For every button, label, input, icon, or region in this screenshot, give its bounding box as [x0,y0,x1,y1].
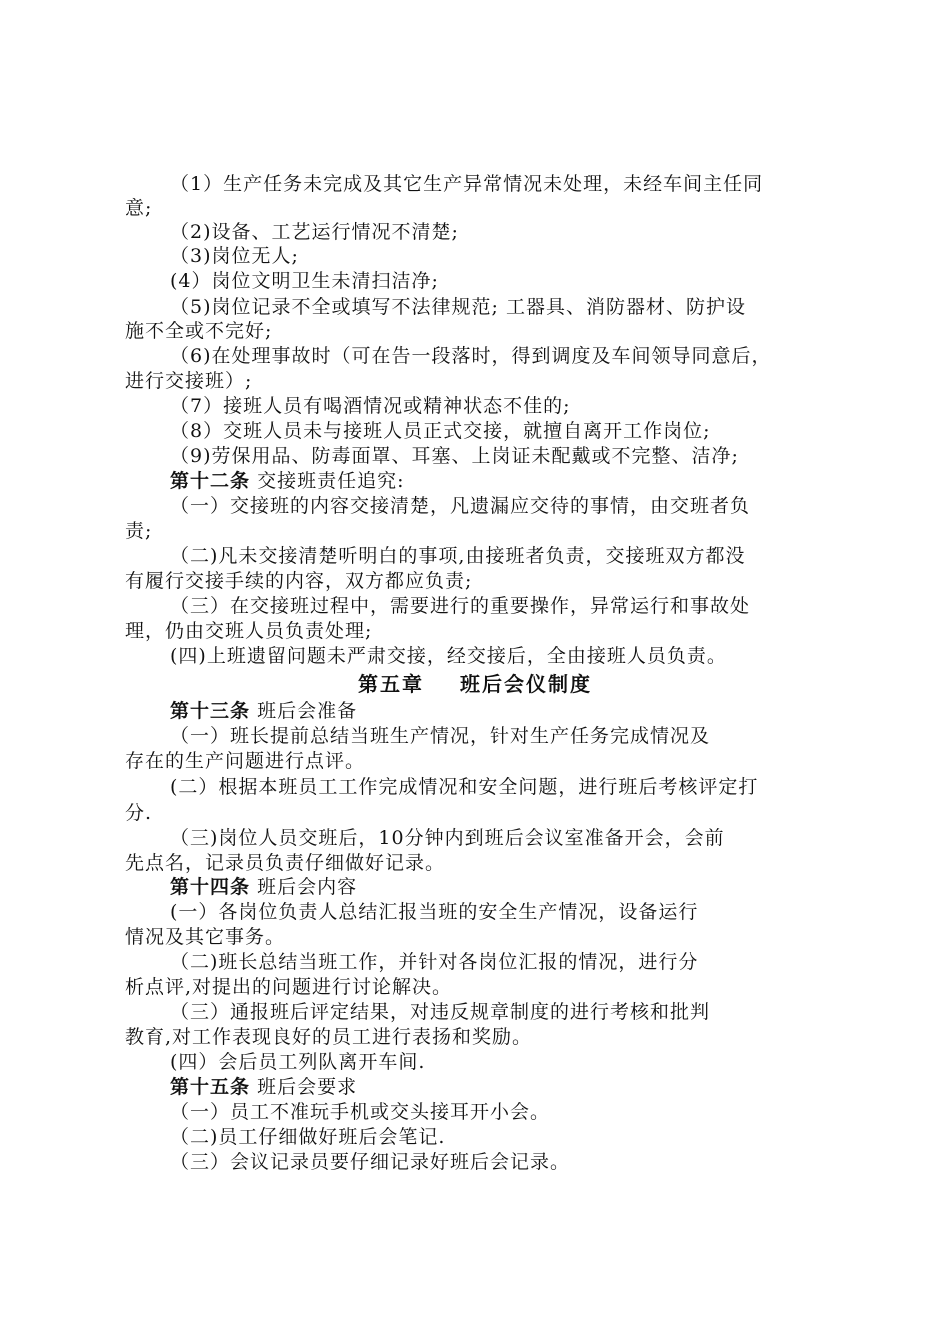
paragraph-line: 情况及其它事务。 [125,926,286,948]
paragraph-line: （1）生产任务未完成及其它生产异常情况未处理，未经车间主任同 [170,173,764,195]
paragraph-line: 有履行交接手续的内容，双方都应负责; [125,570,473,592]
chapter-number: 第五章 [358,672,424,696]
article-heading: 第十五条 [170,1076,251,1098]
paragraph-line: （二)班长总结当班工作，并针对各岗位汇报的情况，进行分 [170,951,699,973]
article-title: 班后会准备 [257,700,358,722]
paragraph-line: 教育,对工作表现良好的员工进行表扬和奖励。 [125,1026,533,1048]
article-12-line [170,467,404,495]
paragraph-line: （3)岗位无人; [170,245,299,267]
article-15-line [170,1073,357,1101]
paragraph-line: （6)在处理事故时（可在告一段落时，得到调度及车间领导同意后， [170,345,772,367]
paragraph-line: 意; [125,197,153,219]
paragraph-line: （9)劳保用品、防毒面罩、耳塞、上岗证未配戴或不完整、洁净; [170,445,739,467]
article-14-line [170,873,357,901]
paragraph-line: 分. [125,802,153,824]
paragraph-line: （三）在交接班过程中，需要进行的重要操作，异常运行和事故处 [170,595,751,617]
paragraph-line: （一）交接班的内容交接清楚，凡遗漏应交待的事情，由交班者负 [170,495,751,517]
paragraph-line: （三）会议记录员要仔细记录好班后会记录。 [170,1151,571,1173]
paragraph-line: （三)岗位人员交班后，10分钟内到班后会议室准备开会，会前 [170,827,725,849]
article-title: 交接班责任追究: [257,470,405,492]
paragraph-line: (4）岗位文明卫生未清扫洁净; [170,270,439,292]
article-heading: 第十四条 [170,876,251,898]
article-13-line [170,697,357,725]
paragraph-line: （8）交班人员未与接班人员正式交接，就擅自离开工作岗位; [170,420,711,442]
paragraph-line: (一）各岗位负责人总结汇报当班的安全生产情况，设备运行 [170,901,699,923]
paragraph-line: 存在的生产问题进行点评。 [125,750,366,772]
paragraph-line: 理，仍由交班人员负责处理; [125,620,373,642]
chapter-title: 班后会仪制度 [460,672,592,696]
paragraph-line: 进行交接班）; [125,370,253,392]
paragraph-line: 先点名，记录员负责仔细做好记录。 [125,852,446,874]
article-title: 班后会内容 [257,876,358,898]
article-title: 班后会要求 [257,1076,358,1098]
paragraph-line: （7）接班人员有喝酒情况或精神状态不佳的; [170,395,571,417]
paragraph-line: （2)设备、工艺运行情况不清楚; [170,221,459,243]
paragraph-line: （三）通报班后评定结果，对违反规章制度的进行考核和批判 [170,1001,711,1023]
paragraph-line: 施不全或不完好; [125,320,273,342]
paragraph-line: 责; [125,520,153,542]
paragraph-line: （二)员工仔细做好班后会笔记. [170,1126,446,1148]
article-heading: 第十二条 [170,470,251,492]
paragraph-line: （5)岗位记录不全或填写不法律规范; 工器具、消防器材、防护设 [170,296,746,318]
chapter-heading [0,670,950,698]
paragraph-line: （一）员工不准玩手机或交头接耳开小会。 [170,1101,551,1123]
paragraph-line: (二）根据本班员工工作完成情况和安全问题，进行班后考核评定打 [170,776,759,798]
paragraph-line: （二)凡未交接清楚听明白的事项,由接班者负责，交接班双方都没 [170,545,746,567]
paragraph-line: (四）会后员工列队离开车间. [170,1051,426,1073]
paragraph-line: 析点评,对提出的问题进行讨论解决。 [125,976,453,998]
paragraph-line: （一）班长提前总结当班生产情况，针对生产任务完成情况及 [170,725,711,747]
paragraph-line: (四)上班遗留问题未严肃交接，经交接后，全由接班人员负责。 [170,645,727,667]
article-heading: 第十三条 [170,700,251,722]
